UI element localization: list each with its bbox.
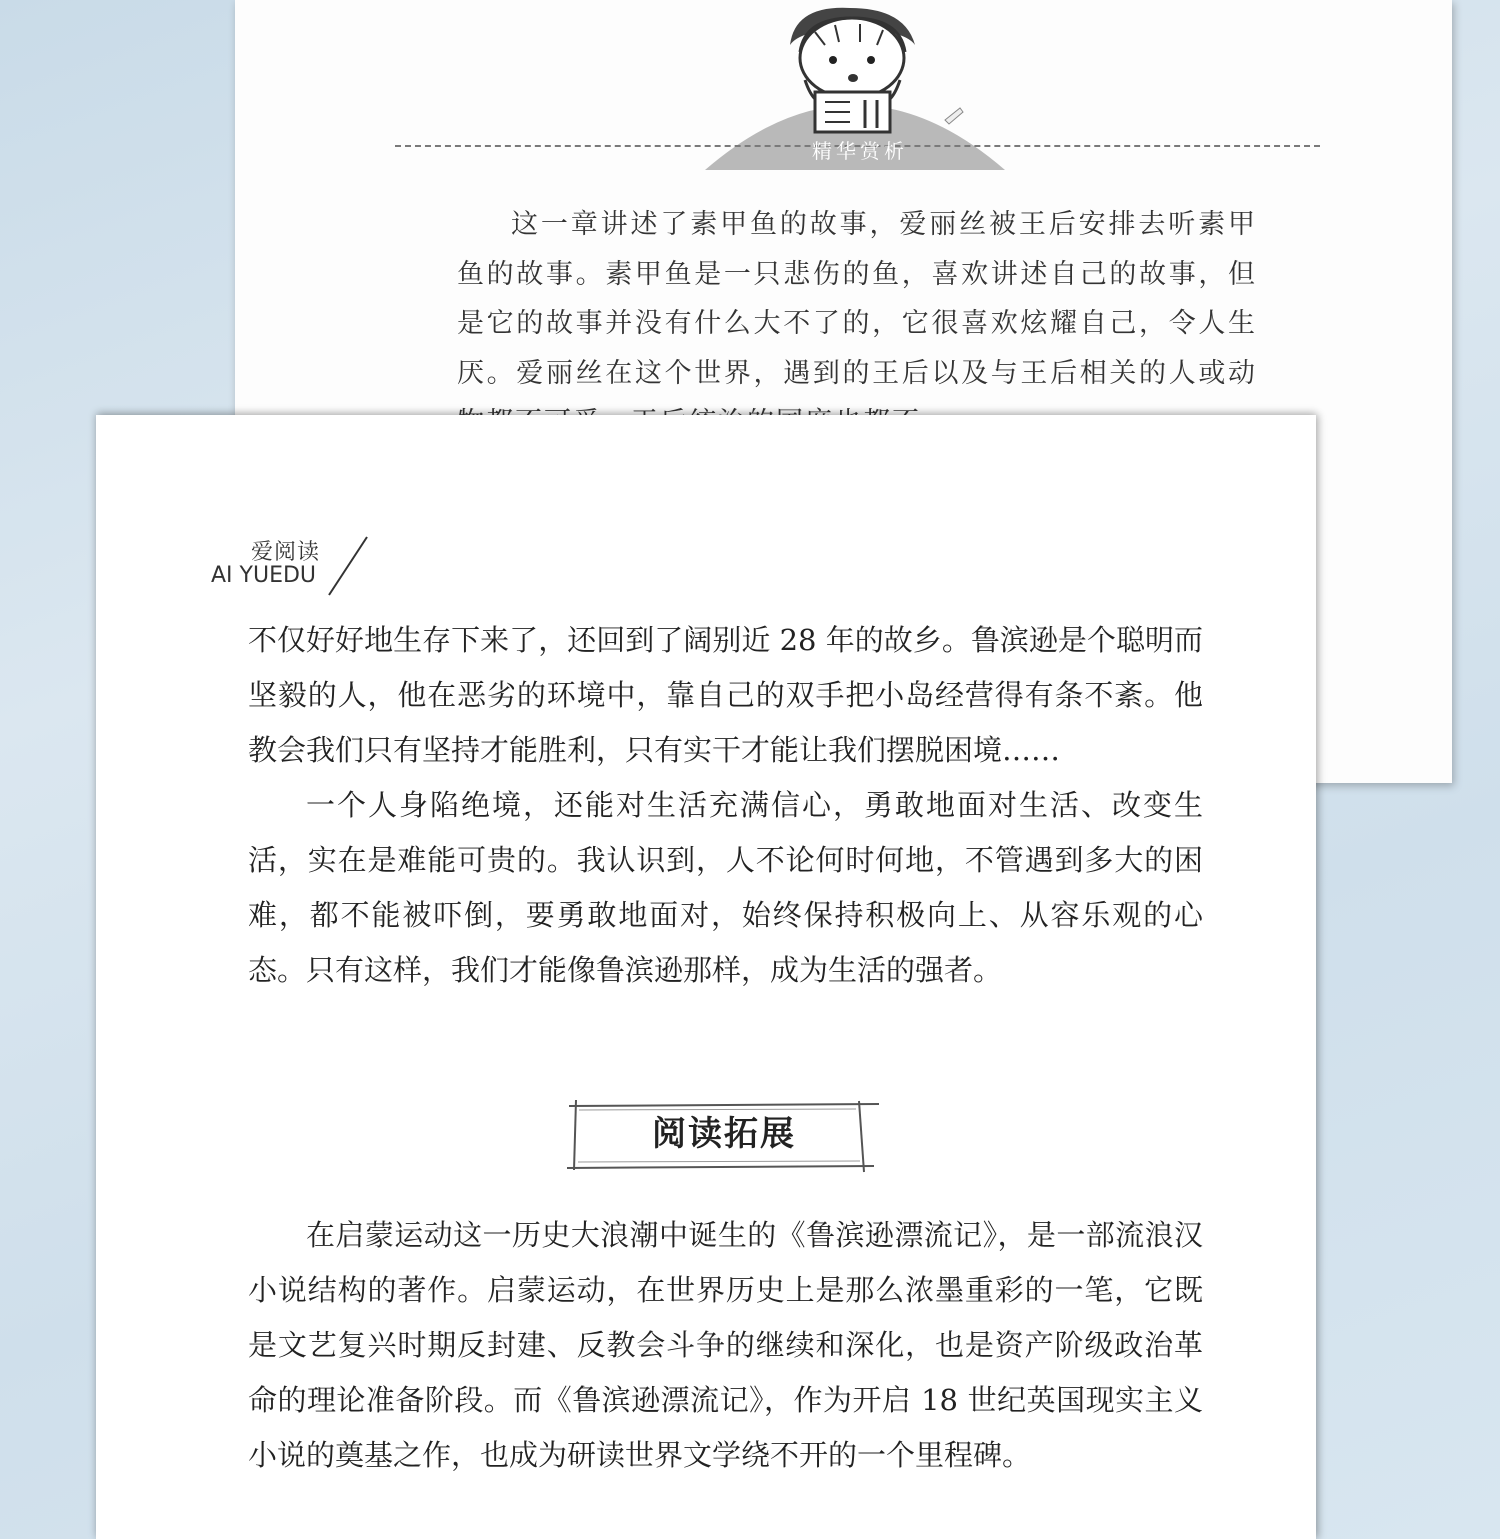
series-name-en: AI YUEDU (211, 563, 317, 588)
extension-text (248, 1208, 1203, 1483)
paragraph-2: 一个人身陷绝境，还能对生活充满信心，勇敢地面对生活、改变生活，实在是难能可贵的。我认识到，人不论何时何地，不管遇到多大的困难，都不能被吓倒，要勇敢地面对，始终保持积极向上、从容乐观的心态。只有这样，我们才能像鲁滨逊那样，成为生活的强者。 (248, 788, 1203, 987)
front-page (96, 415, 1316, 1539)
series-logo (211, 535, 381, 600)
section-badge-label: 精华赏析 (812, 139, 908, 163)
slash-icon (319, 535, 369, 597)
back-paragraph: 这一章讲述了素甲鱼的故事，爱丽丝被王后安排去听素甲鱼的故事。素甲鱼是一只悲伤的鱼，喜欢讲述自己的故事，但是它的故事并没有什么大不了的，它很喜欢炫耀自己，令人生厌。爱丽丝在这个世界，遇到的王后以及与王后相关的人或动 (457, 209, 1257, 389)
back-page-text (457, 200, 1257, 448)
section-title: 阅读拓展 (652, 1114, 796, 1154)
front-page-text (248, 613, 1203, 998)
extension-paragraph: 在启蒙运动这一历史大浪潮中诞生的《鲁滨逊漂流记》，是一部流浪汉小说结构的著作。启蒙运动，在世界历史上是那么浓墨重彩的一笔，它既是文艺复兴时期反封建、反教会斗争的继续和深化，也是资产阶级政治革命的理论准备阶段。而《鲁滨逊漂流记》，作为开启 18 世纪英国现实主义小说的奠基之作，也成为研读世界文学绕不开的一个里程碑。 (248, 1218, 1203, 1472)
section-heading-box (564, 1098, 884, 1173)
series-name-cn: 爱阅读 (251, 540, 321, 565)
paragraph-1: 不仅好好地生存下来了，还回到了阔别近 28 年的故乡。鲁滨逊是个聪明而坚毅的人，他在恶劣的环境中，靠自己的双手把小岛经营得有条不紊。他教会我们只有坚持才能胜利，只有实干才能让我们摆脱困境…… (248, 623, 1203, 767)
